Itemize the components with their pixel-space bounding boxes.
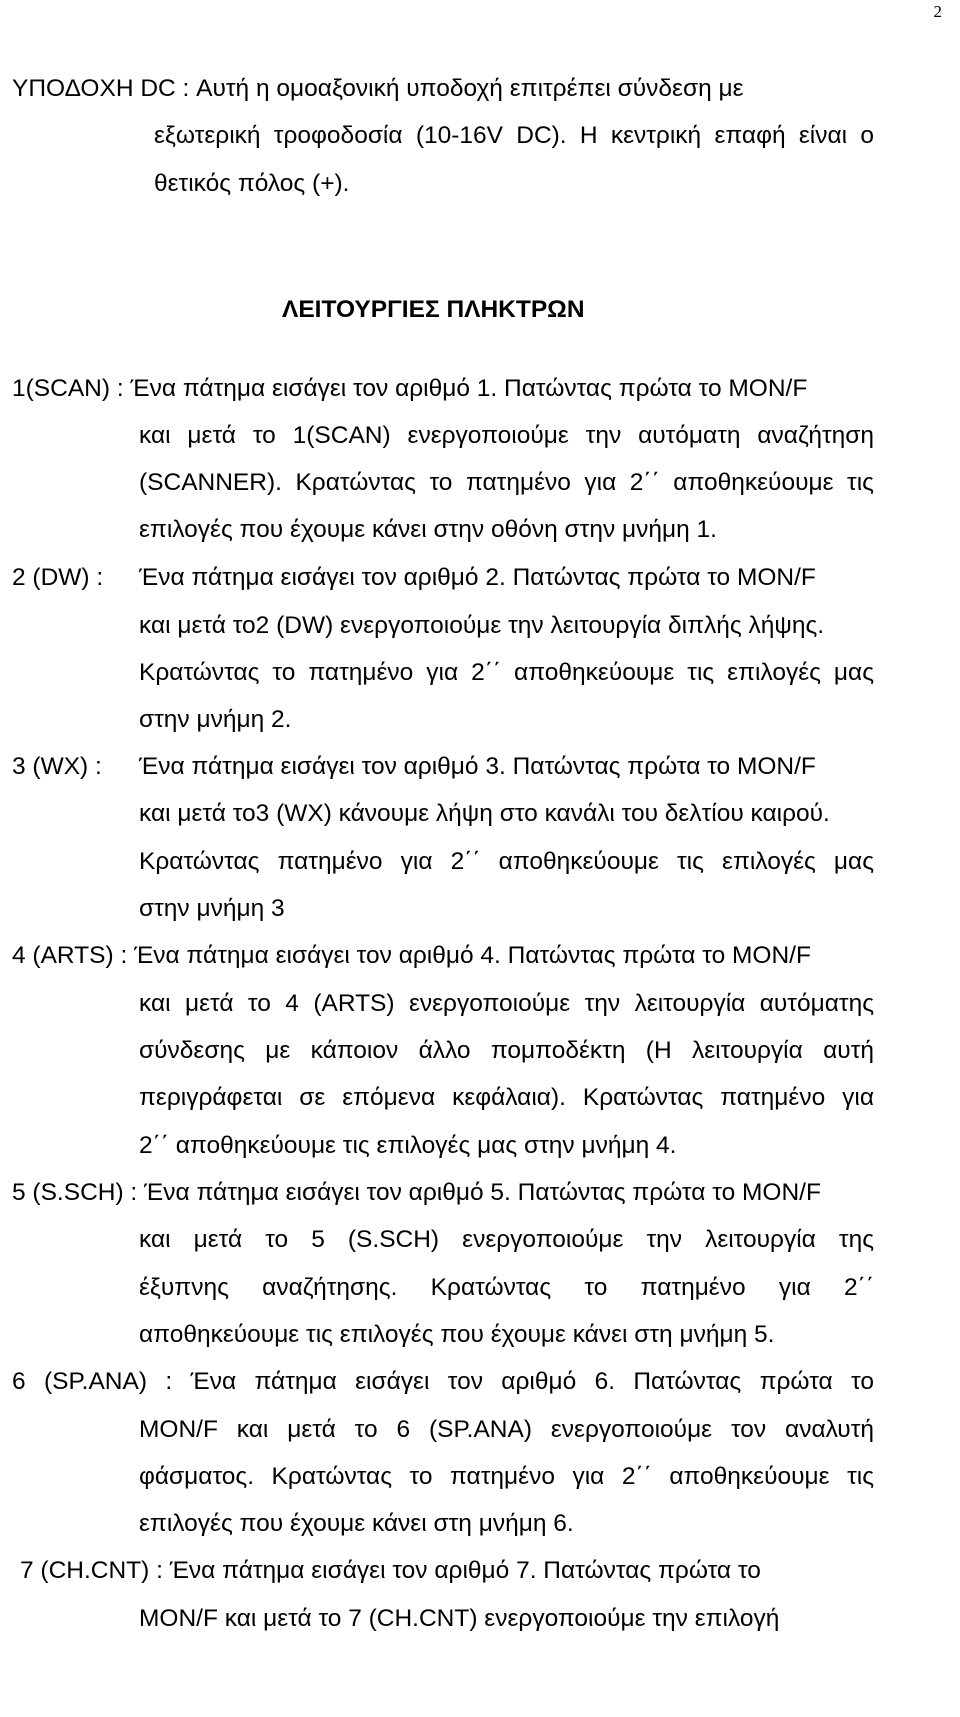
key-line: αποθηκεύουμε τις επιλογές που έχουμε κάνει στη μνήμη 5.: [139, 1321, 775, 1348]
key-line: 7 (CH.CNT) : Ένα πάτημα εισάγει τον αριθμό 7. Πατώντας πρώτα το: [20, 1557, 761, 1584]
key-label: 3 (WX) :: [12, 753, 102, 780]
key-line: φάσματος. Κρατώντας το πατημένο για 2΄΄ αποθηκεύουμε τις: [139, 1463, 874, 1490]
key-line: 6 (SP.ANA) : Ένα πάτημα εισάγει τον αριθμό 6. Πατώντας πρώτα το: [12, 1368, 874, 1395]
key-line: στην μνήμη 3: [139, 895, 285, 922]
key-line: και μετά το 5 (S.SCH) ενεργοποιούμε την λειτουργία της: [139, 1226, 874, 1253]
key-line: (SCANNER). Κρατώντας το πατημένο για 2΄΄ αποθηκεύουμε τις: [139, 469, 874, 496]
key-line: 1(SCAN) : Ένα πάτημα εισάγει τον αριθμό 1. Πατώντας πρώτα το MON/F: [12, 375, 808, 402]
intro-line: εξωτερική τροφοδοσία (10-16V DC). Η κεντρική επαφή είναι ο: [154, 122, 874, 149]
intro-line: ΥΠΟΔΟΧΗ DC : Αυτή η ομοαξονική υποδοχή επιτρέπει σύνδεση με: [12, 75, 744, 102]
key-line: 5 (S.SCH) : Ένα πάτημα εισάγει τον αριθμό 5. Πατώντας πρώτα το MON/F: [12, 1179, 821, 1206]
key-line: περιγράφεται σε επόμενα κεφάλαια). Κρατώντας πατημένο για: [139, 1084, 874, 1111]
key-line: επιλογές που έχουμε κάνει στη μνήμη 6.: [139, 1510, 574, 1537]
key-line: Ένα πάτημα εισάγει τον αριθμό 3. Πατώντας πρώτα το MON/F: [139, 753, 816, 780]
key-line: έξυπνης αναζήτησης. Κρατώντας το πατημένο για 2΄΄: [139, 1274, 874, 1301]
key-line: 4 (ARTS) : Ένα πάτημα εισάγει τον αριθμό 4. Πατώντας πρώτα το MON/F: [12, 942, 811, 969]
key-line: Ένα πάτημα εισάγει τον αριθμό 2. Πατώντας πρώτα το MON/F: [139, 564, 816, 591]
page-number: 2: [933, 2, 942, 21]
key-line: επιλογές που έχουμε κάνει στην οθόνη στην μνήμη 1.: [139, 516, 717, 543]
key-line: και μετά το 4 (ARTS) ενεργοποιούμε την λειτουργία αυτόματης: [139, 990, 874, 1017]
key-line: Κρατώντας πατημένο για 2΄΄ αποθηκεύουμε τις επιλογές μας: [139, 848, 874, 875]
key-line: 2΄΄ αποθηκεύουμε τις επιλογές μας στην μνήμη 4.: [139, 1132, 677, 1159]
section-heading: ΛΕΙΤΟΥΡΓΙΕΣ ΠΛΗΚΤΡΩΝ: [282, 296, 585, 323]
intro-line: θετικός πόλος (+).: [154, 170, 350, 197]
key-line: Κρατώντας το πατημένο για 2΄΄ αποθηκεύουμε τις επιλογές μας: [139, 659, 874, 686]
key-line: και μετά το 1(SCAN) ενεργοποιούμε την αυτόματη αναζήτηση: [139, 422, 874, 449]
key-line: στην μνήμη 2.: [139, 706, 292, 733]
key-line: MON/F και μετά το 7 (CH.CNT) ενεργοποιούμε την επιλογή: [139, 1605, 780, 1632]
key-line: και μετά το2 (DW) ενεργοποιούμε την λειτουργία διπλής λήψης.: [139, 612, 825, 639]
key-label: 2 (DW) :: [12, 564, 104, 591]
key-line: σύνδεσης με κάποιον άλλο πομποδέκτη (Η λειτουργία αυτή: [139, 1037, 874, 1064]
key-line: MON/F και μετά το 6 (SP.ANA) ενεργοποιούμε τον αναλυτή: [139, 1416, 874, 1443]
key-line: και μετά το3 (WX) κάνουμε λήψη στο κανάλι του δελτίου καιρού.: [139, 800, 830, 827]
